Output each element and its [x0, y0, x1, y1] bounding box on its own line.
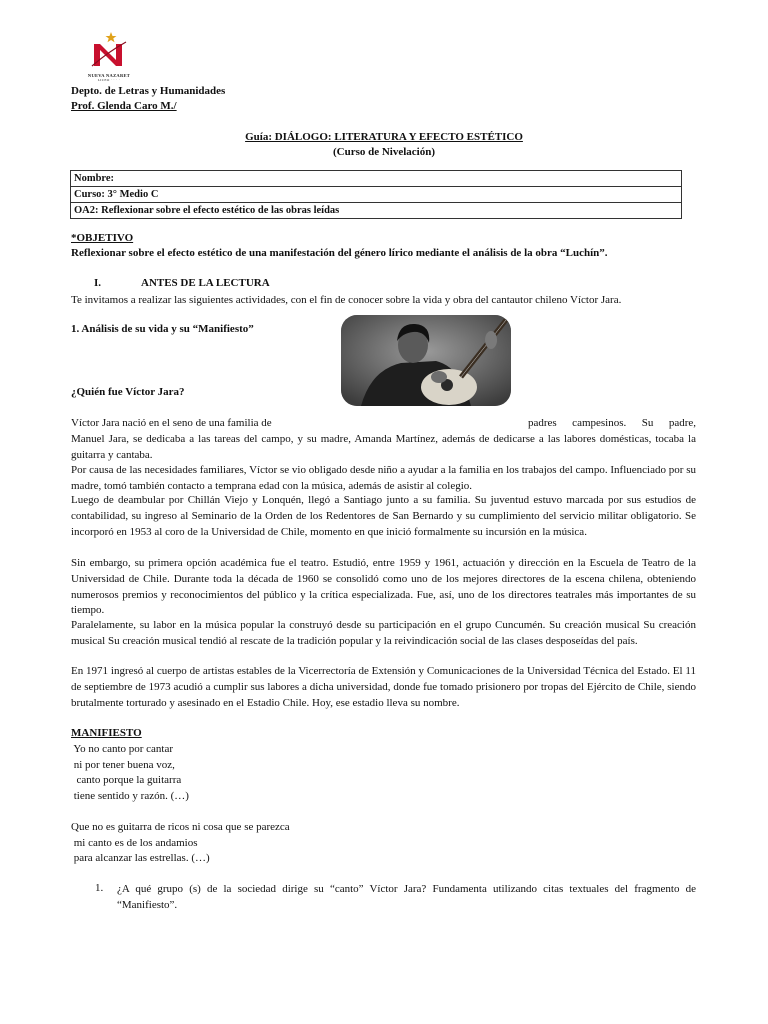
teacher-label: Prof. Glenda Caro M./: [71, 100, 177, 112]
guide-subtitle: (Curso de Nivelación): [332, 146, 436, 158]
guitarist-photo-icon: [341, 315, 511, 406]
manifesto-stanza-2: [71, 820, 290, 867]
objective-text: Reflexionar sobre el efecto estético de una manifestación del género lírico mediante el análisis de la obra “Luchín”.: [71, 247, 608, 259]
objective-heading: *OBJETIVO: [71, 232, 134, 244]
question-text: ¿A qué grupo (s) de la sociedad dirige su “canto” Víctor Jara? Fundamenta utilizando citas textuales del fragmento de “Manifiesto”.: [117, 883, 696, 911]
bio-line1-right: padres campesinos. Su padre,: [528, 417, 696, 429]
poem-line: tiene sentido y razón. (…): [71, 789, 189, 802]
manifesto-heading: MANIFIESTO: [71, 727, 142, 739]
bio-paragraph-6: En 1971 ingresó al cuerpo de artistas estables de la Vicerrectoría de Extensión y Comunicaciones de la Universidad Técnica del Estado. El 11 de septiembre de 1973 acudió a cumplir sus labores a dicha universidad, donde fue tomado prisionero por tropas del Ejército de Chile, siendo brutalmente torturado y asesinado en el Estadio Chile. Hoy, ese estadio lleva su nombre.: [71, 665, 696, 709]
table-row: [71, 171, 682, 187]
bio-paragraph-1: Manuel Jara, se dedicaba a las tareas del campo, y su madre, Amanda Martínez, además de dedicarse a las labores domésticas, tocaba la guitarra y cantaba.: [71, 433, 696, 461]
poem-line: Que no es guitarra de ricos ni cosa que se parezca: [71, 821, 290, 833]
objective-cell: OA2: Reflexionar sobre el efecto estético de las obras leídas: [71, 203, 682, 219]
bio-paragraph-2: Por causa de las necesidades familiares, Víctor se vio obligado desde niño a ayudar a la familia en los trabajos del campo. Influenciado por su madre, tomó también contacto a temprana edad con la música, además de asistir al colegio.: [71, 464, 696, 492]
table-row: [71, 187, 682, 203]
manifesto-stanza-1: [71, 742, 189, 804]
bio-question: ¿Quién fue Víctor Jara?: [71, 386, 185, 398]
section-number: I.: [94, 277, 102, 289]
guide-title: Guía: DIÁLOGO: LITERATURA Y EFECTO ESTÉTICO: [245, 131, 523, 143]
course-cell: Curso: 3° Medio C: [71, 187, 682, 203]
student-info-table: [70, 170, 682, 219]
bio-paragraph-3: Luego de deambular por Chillán Viejo y Lonquén, llegó a Santiago junto a su familia. Su juventud estuvo marcada por sus estudios de contabilidad, su ingreso al Seminario de la Orden de los Redentores de San Bernardo y su cumplimiento del servicio militar obligatorio. Se incorporó en 1953 al coro de la Universidad de Chile, momento en que inició formalmente su incursión en la música.: [71, 494, 696, 538]
poem-line: mi canto es de los andamios: [71, 836, 198, 849]
subsection-heading: 1. Análisis de su vida y su “Manifiesto”: [71, 323, 254, 335]
poem-line: para alcanzar las estrellas. (…): [71, 852, 210, 865]
department-label: Depto. de Letras y Humanidades: [71, 85, 226, 97]
bio-paragraph-5: Paralelamente, su labor en la música popular la construyó desde su participación en el grupo Cuncumén. Su creación musical Su creación musical Su creación musical tendió al rescate de la tradición popular y la reivindicación social de las clases desposeídas del país.: [71, 619, 696, 647]
poem-line: Yo no canto por cantar: [71, 743, 174, 755]
question-number: 1.: [95, 882, 104, 894]
victor-jara-photo: [341, 315, 511, 406]
section-heading: ANTES DE LA LECTURA: [141, 277, 270, 289]
bio-line1-left: Víctor Jara nació en el seno de una familia de: [71, 417, 272, 429]
section-intro: Te invitamos a realizar las siguientes actividades, con el fin de conocer sobre la vida y obra del cantautor chileno Víctor Jara.: [71, 294, 622, 306]
bio-paragraph-4: Sin embargo, su primera opción académica fue el teatro. Estudió, entre 1959 y 1961, actuación y dirección en la Escuela de Teatro de la Universidad de Chile. Durante toda la década de 1960 se consolidó como uno de los mejores directores de la escena chilena, obteniendo numerosos premios y reconocimientos del público y la crítica especializada. Fue, así, uno de los directores teatrales más importantes de su tiempo.: [71, 557, 696, 617]
school-logo: [78, 30, 140, 80]
poem-line: ni por tener buena voz,: [71, 758, 175, 771]
poem-line: canto porque la guitarra: [71, 774, 182, 787]
name-cell[interactable]: Nombre:: [71, 171, 682, 187]
table-row: [71, 203, 682, 219]
star-n-logo-icon: [78, 30, 140, 70]
logo-subtitle: LICEO · · · ·: [97, 78, 121, 82]
logo-name: NUEVA NAZARET: [87, 73, 131, 78]
